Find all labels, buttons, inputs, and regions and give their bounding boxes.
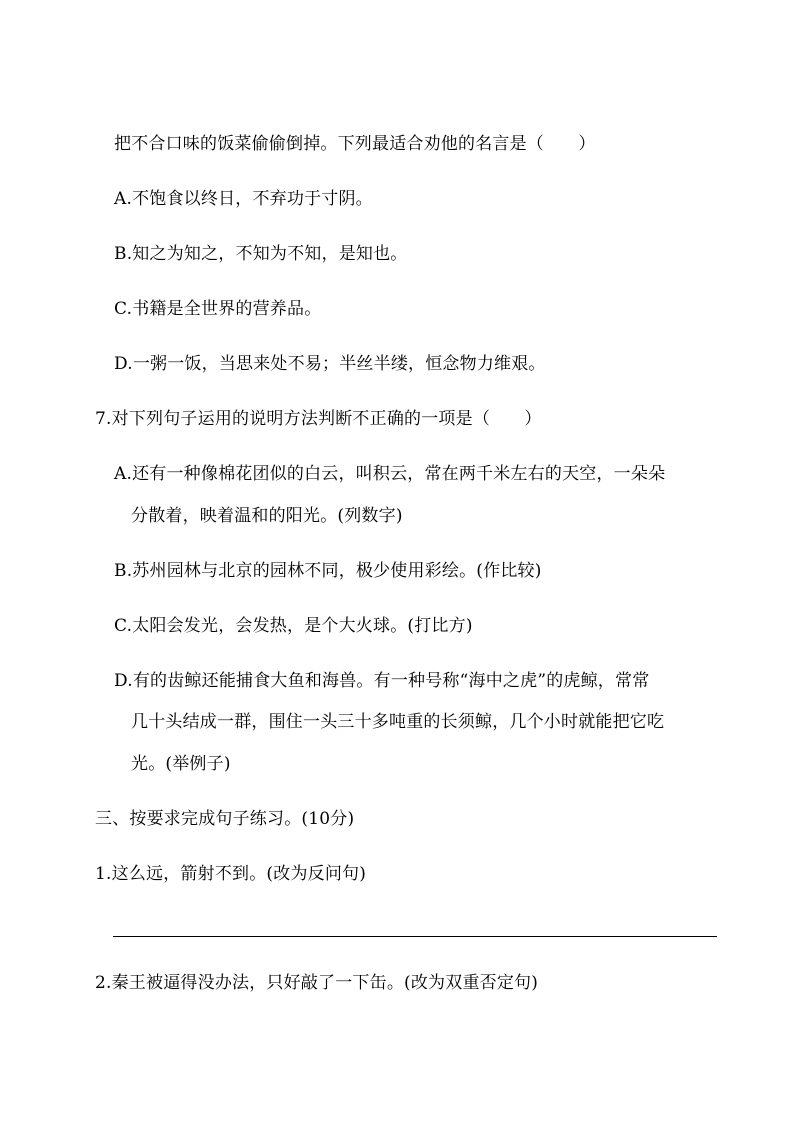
exercise-1-prompt: 1.这么远，箭射不到。(改为反问句) — [95, 864, 367, 884]
question-6-stem-continuation: 把不合口味的饭菜偷偷倒掉。下列最适合劝他的名言是（ ） — [114, 134, 596, 154]
exercise-1-answer-line[interactable] — [113, 936, 717, 937]
question-7-option-d-line-3: 光。(举例子) — [131, 754, 231, 774]
exercise-2-prompt: 2.秦王被逼得没办法，只好敲了一下缶。(改为双重否定句) — [95, 973, 539, 993]
question-6-option-d: D.一粥一饭，当思来处不易；半丝半缕，恒念物力维艰。 — [114, 354, 546, 374]
section-3-heading: 三、按要求完成句子练习。(10分) — [95, 809, 355, 829]
question-7-option-a-line-2: 分散着，映着温和的阳光。(列数字) — [131, 506, 403, 526]
question-6-option-c: C.书籍是全世界的营养品。 — [114, 299, 322, 319]
question-7-option-d-line-1: D.有的齿鲸还能捕食大鱼和海兽。有一种号称“海中之虎”的虎鲸，常常 — [114, 671, 650, 691]
question-7-stem: 7.对下列句子运用的说明方法判断不正确的一项是（ ） — [95, 409, 542, 429]
question-7-option-c: C.太阳会发光，会发热，是个大火球。(打比方) — [114, 616, 473, 636]
question-7-option-b: B.苏州园林与北京的园林不同，极少使用彩绘。(作比较) — [114, 561, 542, 581]
question-7-option-d-line-2: 几十头结成一群，围住一头三十多吨重的长须鲸，几个小时就能把它吃 — [131, 712, 665, 732]
question-6-option-b: B.知之为知之，不知为不知，是知也。 — [114, 244, 408, 264]
question-6-option-a: A.不饱食以终日，不弃功于寸阴。 — [114, 189, 373, 209]
question-7-option-a-line-1: A.还有一种像棉花团似的白云，叫积云，常在两千米左右的天空，一朵朵 — [114, 464, 666, 484]
